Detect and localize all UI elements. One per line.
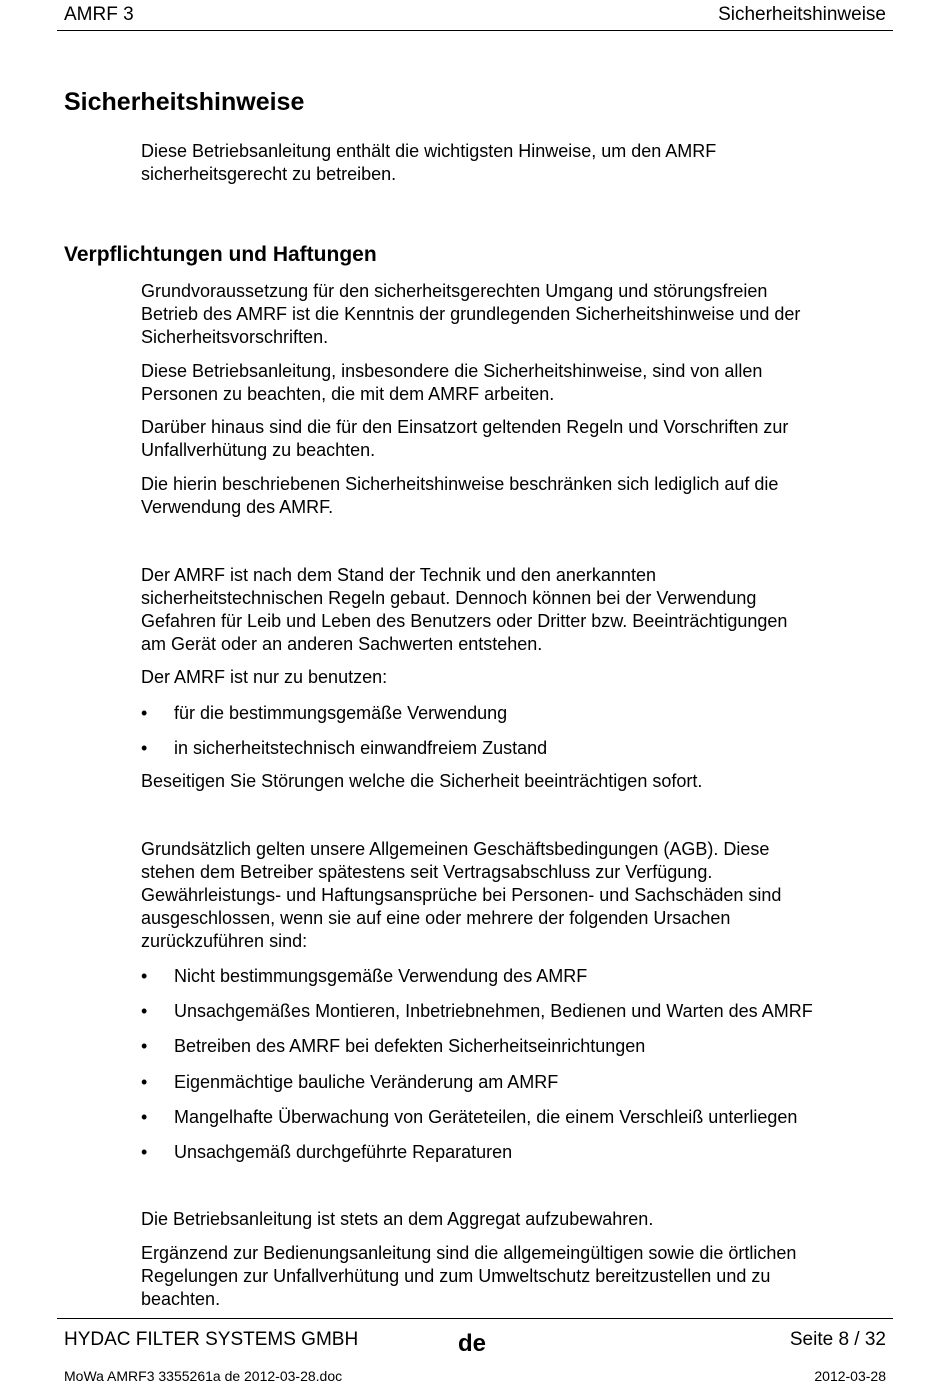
bullet-icon: • bbox=[141, 703, 148, 723]
list-item-text: für die bestimmungsgemäße Verwendung bbox=[174, 703, 508, 723]
intro-line: sicherheitsgerecht zu betreiben. bbox=[141, 164, 397, 184]
bullet-icon: • bbox=[141, 738, 148, 758]
paragraph-line: Darüber hinaus sind die für den Einsatzort geltenden Regeln und Vorschriften zur bbox=[141, 417, 789, 437]
paragraph-7: Beseitigen Sie Störungen welche die Sicherheit beeinträchtigen sofort. bbox=[141, 771, 703, 791]
list-item-text: Nicht bestimmungsgemäße Verwendung des AMRF bbox=[174, 966, 588, 986]
paragraph-line: Diese Betriebsanleitung, insbesondere die Sicherheitshinweise, sind von allen bbox=[141, 361, 763, 381]
bullet-icon: • bbox=[141, 1107, 148, 1127]
paragraph-line: Betrieb des AMRF ist die Kenntnis der grundlegenden Sicherheitshinweise und der bbox=[141, 304, 801, 324]
intro-paragraph bbox=[141, 140, 891, 186]
paragraph-9: Die Betriebsanleitung ist stets an dem Aggregat aufzubewahren. bbox=[141, 1209, 654, 1229]
paragraph-5 bbox=[141, 564, 891, 656]
footer-company: HYDAC FILTER SYSTEMS GMBH bbox=[64, 1329, 359, 1350]
paragraph-8 bbox=[141, 838, 891, 953]
paragraph-6: Der AMRF ist nur zu benutzen: bbox=[141, 667, 388, 687]
paragraph-line: Grundvoraussetzung für den sicherheitsgerechten Umgang und störungsfreien bbox=[141, 281, 768, 301]
list-item-text: Eigenmächtige bauliche Veränderung am AMRF bbox=[174, 1072, 559, 1092]
paragraph-line: Unfallverhütung zu beachten. bbox=[141, 440, 376, 460]
paragraph-2 bbox=[141, 360, 891, 406]
paragraph-line: Der AMRF ist nach dem Stand der Technik und den anerkannten bbox=[141, 565, 656, 585]
paragraph-line: Verwendung des AMRF. bbox=[141, 497, 334, 517]
paragraph-line: Grundsätzlich gelten unsere Allgemeinen Geschäftsbedingungen (AGB). Diese bbox=[141, 839, 770, 859]
paragraph-line: zurückzuführen sind: bbox=[141, 931, 308, 951]
paragraph-line: Regelungen zur Unfallverhütung und zum Umweltschutz bereitzustellen und zu bbox=[141, 1266, 771, 1286]
bullet-icon: • bbox=[141, 1001, 148, 1021]
list-item-text: Unsachgemäß durchgeführte Reparaturen bbox=[174, 1142, 513, 1162]
paragraph-3 bbox=[141, 416, 891, 462]
list-item-text: in sicherheitstechnisch einwandfreiem Zustand bbox=[174, 738, 548, 758]
header-rule bbox=[57, 30, 893, 31]
bullet-icon: • bbox=[141, 1072, 148, 1092]
list-item-text: Mangelhafte Überwachung von Geräteteilen, die einem Verschleiß unterliegen bbox=[174, 1107, 798, 1127]
footer-rule bbox=[57, 1318, 893, 1319]
paragraph-line: sicherheitstechnischen Regeln gebaut. Dennoch können bei der Verwendung bbox=[141, 588, 757, 608]
header-section-name: Sicherheitshinweise bbox=[718, 4, 886, 25]
list-item-text: Betreiben des AMRF bei defekten Sicherheitseinrichtungen bbox=[174, 1036, 646, 1056]
footer-doc-filename: MoWa AMRF3 3355261a de 2012-03-28.doc bbox=[64, 1368, 343, 1384]
intro-line: Diese Betriebsanleitung enthält die wichtigsten Hinweise, um den AMRF bbox=[141, 141, 717, 161]
paragraph-line: am Gerät oder an anderen Sachwerten entstehen. bbox=[141, 634, 543, 654]
bullet-icon: • bbox=[141, 1142, 148, 1162]
paragraph-line: Personen zu beachten, die mit dem AMRF arbeiten. bbox=[141, 384, 555, 404]
paragraph-line: Ergänzend zur Bedienungsanleitung sind die allgemeingültigen sowie die örtlichen bbox=[141, 1243, 797, 1263]
paragraph-line: Gefahren für Leib und Leben des Benutzers oder Dritter bzw. Beeinträchtigungen bbox=[141, 611, 788, 631]
paragraph-line: ausgeschlossen, wenn sie auf eine oder mehrere der folgenden Ursachen bbox=[141, 908, 731, 928]
paragraph-4 bbox=[141, 473, 891, 519]
bullet-icon: • bbox=[141, 1036, 148, 1056]
page-title: Sicherheitshinweise bbox=[64, 88, 305, 116]
footer-page-number: Seite 8 / 32 bbox=[789, 1329, 886, 1350]
page-header bbox=[64, 4, 886, 28]
paragraph-line: Die hierin beschriebenen Sicherheitshinweise beschränken sich lediglich auf die bbox=[141, 474, 779, 494]
paragraph-line: Sicherheitsvorschriften. bbox=[141, 327, 329, 347]
paragraph-line: Gewährleistungs- und Haftungsansprüche bei Personen- und Sachschäden sind bbox=[141, 885, 782, 905]
bullet-icon: • bbox=[141, 966, 148, 986]
footer-date: 2012-03-28 bbox=[814, 1368, 886, 1384]
header-doc-name: AMRF 3 bbox=[64, 4, 134, 25]
list-item-text: Unsachgemäßes Montieren, Inbetriebnehmen, Bedienen und Warten des AMRF bbox=[174, 1001, 813, 1021]
paragraph-line: stehen dem Betreiber spätestens seit Vertragsabschluss zur Verfügung. bbox=[141, 862, 713, 882]
section-heading: Verpflichtungen und Haftungen bbox=[64, 243, 377, 266]
footer-language: de bbox=[458, 1330, 487, 1357]
paragraph-line: beachten. bbox=[141, 1289, 221, 1309]
paragraph-1 bbox=[141, 280, 891, 349]
paragraph-10 bbox=[141, 1242, 891, 1311]
